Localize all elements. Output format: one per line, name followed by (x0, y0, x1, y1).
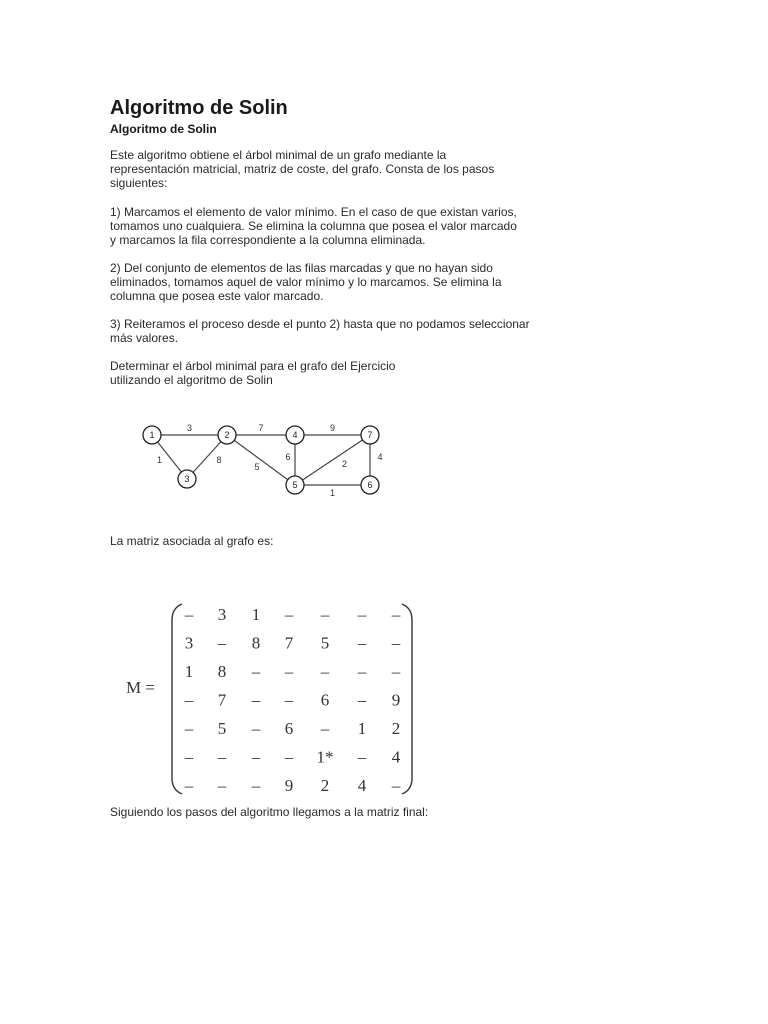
matrix-cell: – (320, 719, 330, 738)
text-line: Este algoritmo obtiene el árbol minimal de un grafo mediante la (110, 148, 447, 162)
matrix-label: M = (126, 678, 155, 697)
matrix-cell: 2 (391, 719, 401, 738)
matrix-intro-text: La matriz asociada al grafo es: (110, 534, 274, 548)
matrix-cell: – (217, 776, 227, 795)
matrix-cell: 6 (284, 719, 294, 738)
text-line: más valores. (110, 331, 179, 345)
matrix-cell: 1 (251, 605, 261, 624)
matrix-cell: – (251, 747, 261, 767)
edge-weight-label: 9 (329, 423, 336, 433)
cost-matrix (120, 598, 430, 803)
intro-paragraph (110, 148, 494, 190)
edge-weight-label: 6 (285, 452, 291, 462)
text-line: 3) Reiteramos el proceso desde el punto 2) hasta que no podamos seleccionar (110, 317, 530, 331)
graph-node-label: 2 (224, 430, 230, 440)
matrix-cell: – (320, 662, 330, 681)
page-subtitle: Algoritmo de Solin (110, 122, 217, 136)
text-line: utilizando el algoritmo de Solin (110, 373, 273, 387)
matrix-cell: – (184, 747, 194, 767)
edge-weight-label: 1 (329, 488, 336, 498)
matrix-cell: 1 (184, 662, 194, 681)
step-3-paragraph (110, 317, 530, 345)
graph-node-label: 1 (149, 430, 155, 440)
matrix-cells (184, 605, 401, 795)
graph-node-label: 7 (367, 430, 373, 440)
text-line: Determinar el árbol minimal para el grafo del Ejercicio (110, 359, 396, 373)
text-line: y marcamos la fila correspondiente a la columna eliminada. (110, 233, 426, 247)
matrix-cell: 1 (357, 719, 367, 738)
right-bracket (402, 604, 412, 794)
matrix-cell: – (184, 776, 194, 795)
matrix-cell: – (357, 605, 367, 624)
matrix-cell: – (251, 662, 261, 681)
matrix-cell: 9 (391, 690, 401, 710)
edge-weight-label: 3 (186, 423, 193, 433)
step-2-paragraph (110, 261, 502, 303)
matrix-cell: – (184, 690, 194, 710)
matrix-cell: – (251, 776, 261, 795)
task-paragraph (110, 359, 395, 387)
matrix-cell: – (184, 719, 194, 738)
document-body (110, 96, 590, 819)
matrix-cell: – (391, 662, 401, 681)
matrix-cell: – (217, 747, 227, 767)
graph-node-label: 5 (292, 480, 298, 490)
text-line: siguientes: (110, 176, 168, 190)
edge-weight-label: 4 (377, 452, 383, 462)
final-matrix-text: Siguiendo los pasos del algoritmo llegamos a la matriz final: (110, 805, 429, 819)
left-bracket (172, 604, 182, 794)
matrix-cell: 9 (284, 776, 294, 795)
matrix-cell: – (357, 747, 367, 767)
matrix-cell: – (284, 690, 294, 710)
matrix-cell: – (284, 605, 294, 624)
graph-node-label: 3 (184, 474, 190, 484)
matrix-cell: 8 (251, 633, 261, 653)
matrix-cell: 3 (217, 605, 227, 624)
matrix-cell: – (357, 662, 367, 681)
matrix-cell: – (357, 633, 367, 653)
text-line: representación matricial, matriz de coste, del grafo. Consta de los pasos (110, 162, 495, 176)
matrix-cell: 1* (316, 747, 334, 767)
edge-weight-label: 2 (341, 459, 348, 469)
matrix-cell: 6 (320, 690, 330, 710)
matrix-cell: – (251, 690, 261, 710)
page-title: Algoritmo de Solin (110, 97, 288, 119)
matrix-cell: 5 (217, 719, 227, 738)
matrix-cell: 7 (217, 690, 227, 710)
text-line: 2) Del conjunto de elementos de las filas marcadas y que no hayan sido (110, 261, 493, 275)
matrix-cell: – (391, 633, 401, 653)
step-1-paragraph (110, 205, 517, 247)
matrix-cell: 2 (320, 776, 330, 795)
edge-weight-label: 7 (258, 423, 264, 433)
graph-node-label: 6 (367, 480, 373, 490)
graph-node-label: 4 (292, 430, 298, 440)
text-line: columna que posea este valor marcado. (110, 289, 324, 303)
matrix-cell: – (184, 605, 194, 624)
matrix-cell: 8 (217, 662, 227, 681)
matrix-cell: – (320, 605, 330, 624)
matrix-cell: – (284, 747, 294, 767)
matrix-cell: – (391, 776, 401, 795)
matrix-cell: 5 (320, 633, 330, 653)
edge-weight-label: 1 (156, 455, 163, 465)
matrix-cell: – (357, 690, 367, 710)
matrix-cell: 4 (391, 747, 401, 767)
text-line: eliminados, tomamos aquel de valor mínimo y lo marcamos. Se elimina la (110, 275, 502, 289)
edge-weight-label: 8 (216, 455, 222, 465)
matrix-cell: 4 (357, 776, 367, 795)
graph-edge (295, 435, 370, 485)
matrix-cell: 7 (284, 633, 294, 653)
edge-weight-label: 5 (254, 462, 260, 472)
graph-diagram (135, 418, 395, 502)
matrix-cell: – (284, 662, 294, 681)
text-line: 1) Marcamos el elemento de valor mínimo. En el caso de que existan varios, (110, 205, 517, 219)
matrix-cell: – (217, 633, 227, 653)
text-line: tomamos uno cualquiera. Se elimina la columna que posea el valor marcado (110, 219, 517, 233)
matrix-cell: – (391, 605, 401, 624)
matrix-cell: – (251, 719, 261, 738)
matrix-cell: 3 (184, 633, 194, 653)
